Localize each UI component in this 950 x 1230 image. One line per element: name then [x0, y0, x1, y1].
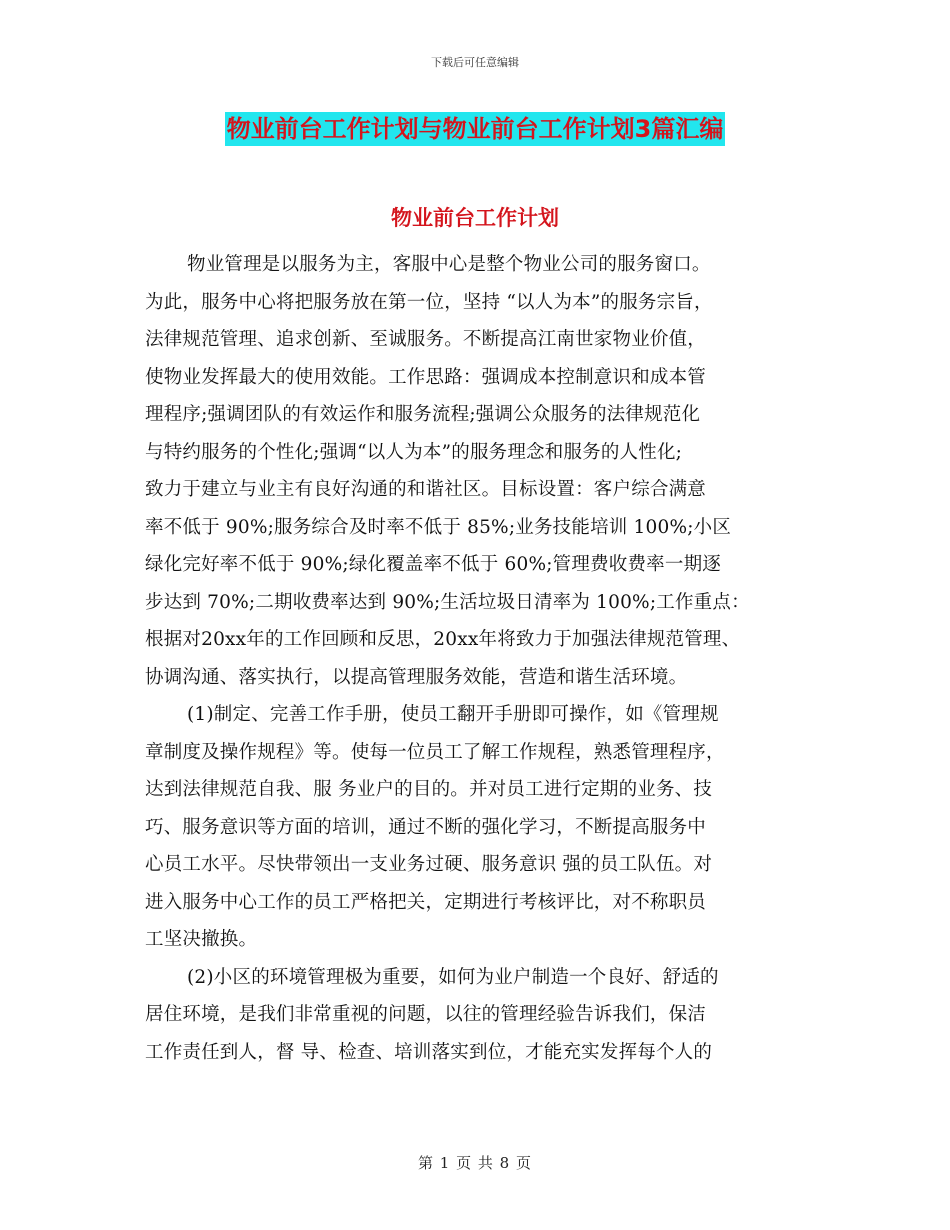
paragraph-line: 根据对20xx年的工作回顾和反思，20xx年将致力于加强法律规范管理、 [145, 629, 741, 650]
paragraph-line: 为此，服务中心将把服务放在第一位，坚持 “以人为本”的服务宗旨， [145, 291, 713, 313]
page-number-footer: 第 1 页 共 8 页 [418, 1154, 532, 1172]
paragraph-line: 工作责任到人，督 导、检查、培训落实到位，才能充实发挥每个人的 [145, 1041, 713, 1063]
paragraph-line: 法律规范管理、追求创新、至诚服务。不断提高江南世家物业价值， [145, 329, 707, 350]
paragraph-line: 章制度及操作规程》等。使每一位员工了解工作规程，熟悉管理程序， [145, 741, 725, 763]
paragraph-line: 与特约服务的个性化;强调“以人为本”的服务理念和服务的人性化; [145, 441, 683, 463]
paragraph-line: 物业管理是以服务为主，客服中心是整个物业公司的服务窗口。 [187, 254, 711, 275]
paragraph-line: 绿化完好率不低于 90%;绿化覆盖率不低于 60%;管理费收费率一期逐 [145, 554, 721, 575]
paragraph-line: 理程序;强调团队的有效运作和服务流程;强调公众服务的法律规范化 [145, 404, 701, 425]
paragraph-line: 协调沟通、落实执行，以提高管理服务效能，营造和谐生活环境。 [145, 666, 688, 688]
paragraph-line: (1)制定、完善工作手册，使员工翻开手册即可操作，如《管理规 [187, 704, 719, 725]
paragraph-line: 工坚决撤换。 [145, 929, 258, 950]
paragraph-line: 使物业发挥最大的使用效能。工作思路：强调成本控制意识和成本管 [145, 366, 707, 388]
paragraph-line: 率不低于 90%;服务综合及时率不低于 85%;业务技能培训 100%;小区 [145, 516, 732, 538]
paragraph-line: 心员工水平。尽快带领出一支业务过硬、服务意识 强的员工队伍。对 [145, 854, 713, 875]
document-title-container [0, 112, 950, 146]
section-title: 物业前台工作计划 [391, 206, 559, 230]
paragraph-line: 步达到 70%;二期收费率达到 90%;生活垃圾日清率为 100%;工作重点： [145, 591, 750, 613]
document-body [145, 246, 825, 1071]
paragraph-line: 达到法律规范自我、服 务业户的目的。并对员工进行定期的业务、技 [145, 779, 713, 800]
paragraph-line: 巧、服务意识等方面的培训，通过不断的强化学习，不断提高服务中 [145, 816, 707, 838]
paragraph-line: 进入服务中心工作的员工严格把关，定期进行考核评比，对不称职员 [145, 891, 707, 913]
document-title: 物业前台工作计划与物业前台工作计划3篇汇编 [225, 112, 726, 146]
paragraph-line: 致力于建立与业主有良好沟通的和谐社区。目标设置：客户综合满意 [145, 479, 707, 500]
paragraph-line: (2)小区的环境管理极为重要，如何为业户制造一个良好、舒适的 [187, 966, 719, 988]
page-header: 下载后可任意编辑 [431, 56, 519, 69]
paragraph-line: 居住环境，是我们非常重视的问题，以往的管理经验告诉我们，保洁 [145, 1004, 707, 1025]
